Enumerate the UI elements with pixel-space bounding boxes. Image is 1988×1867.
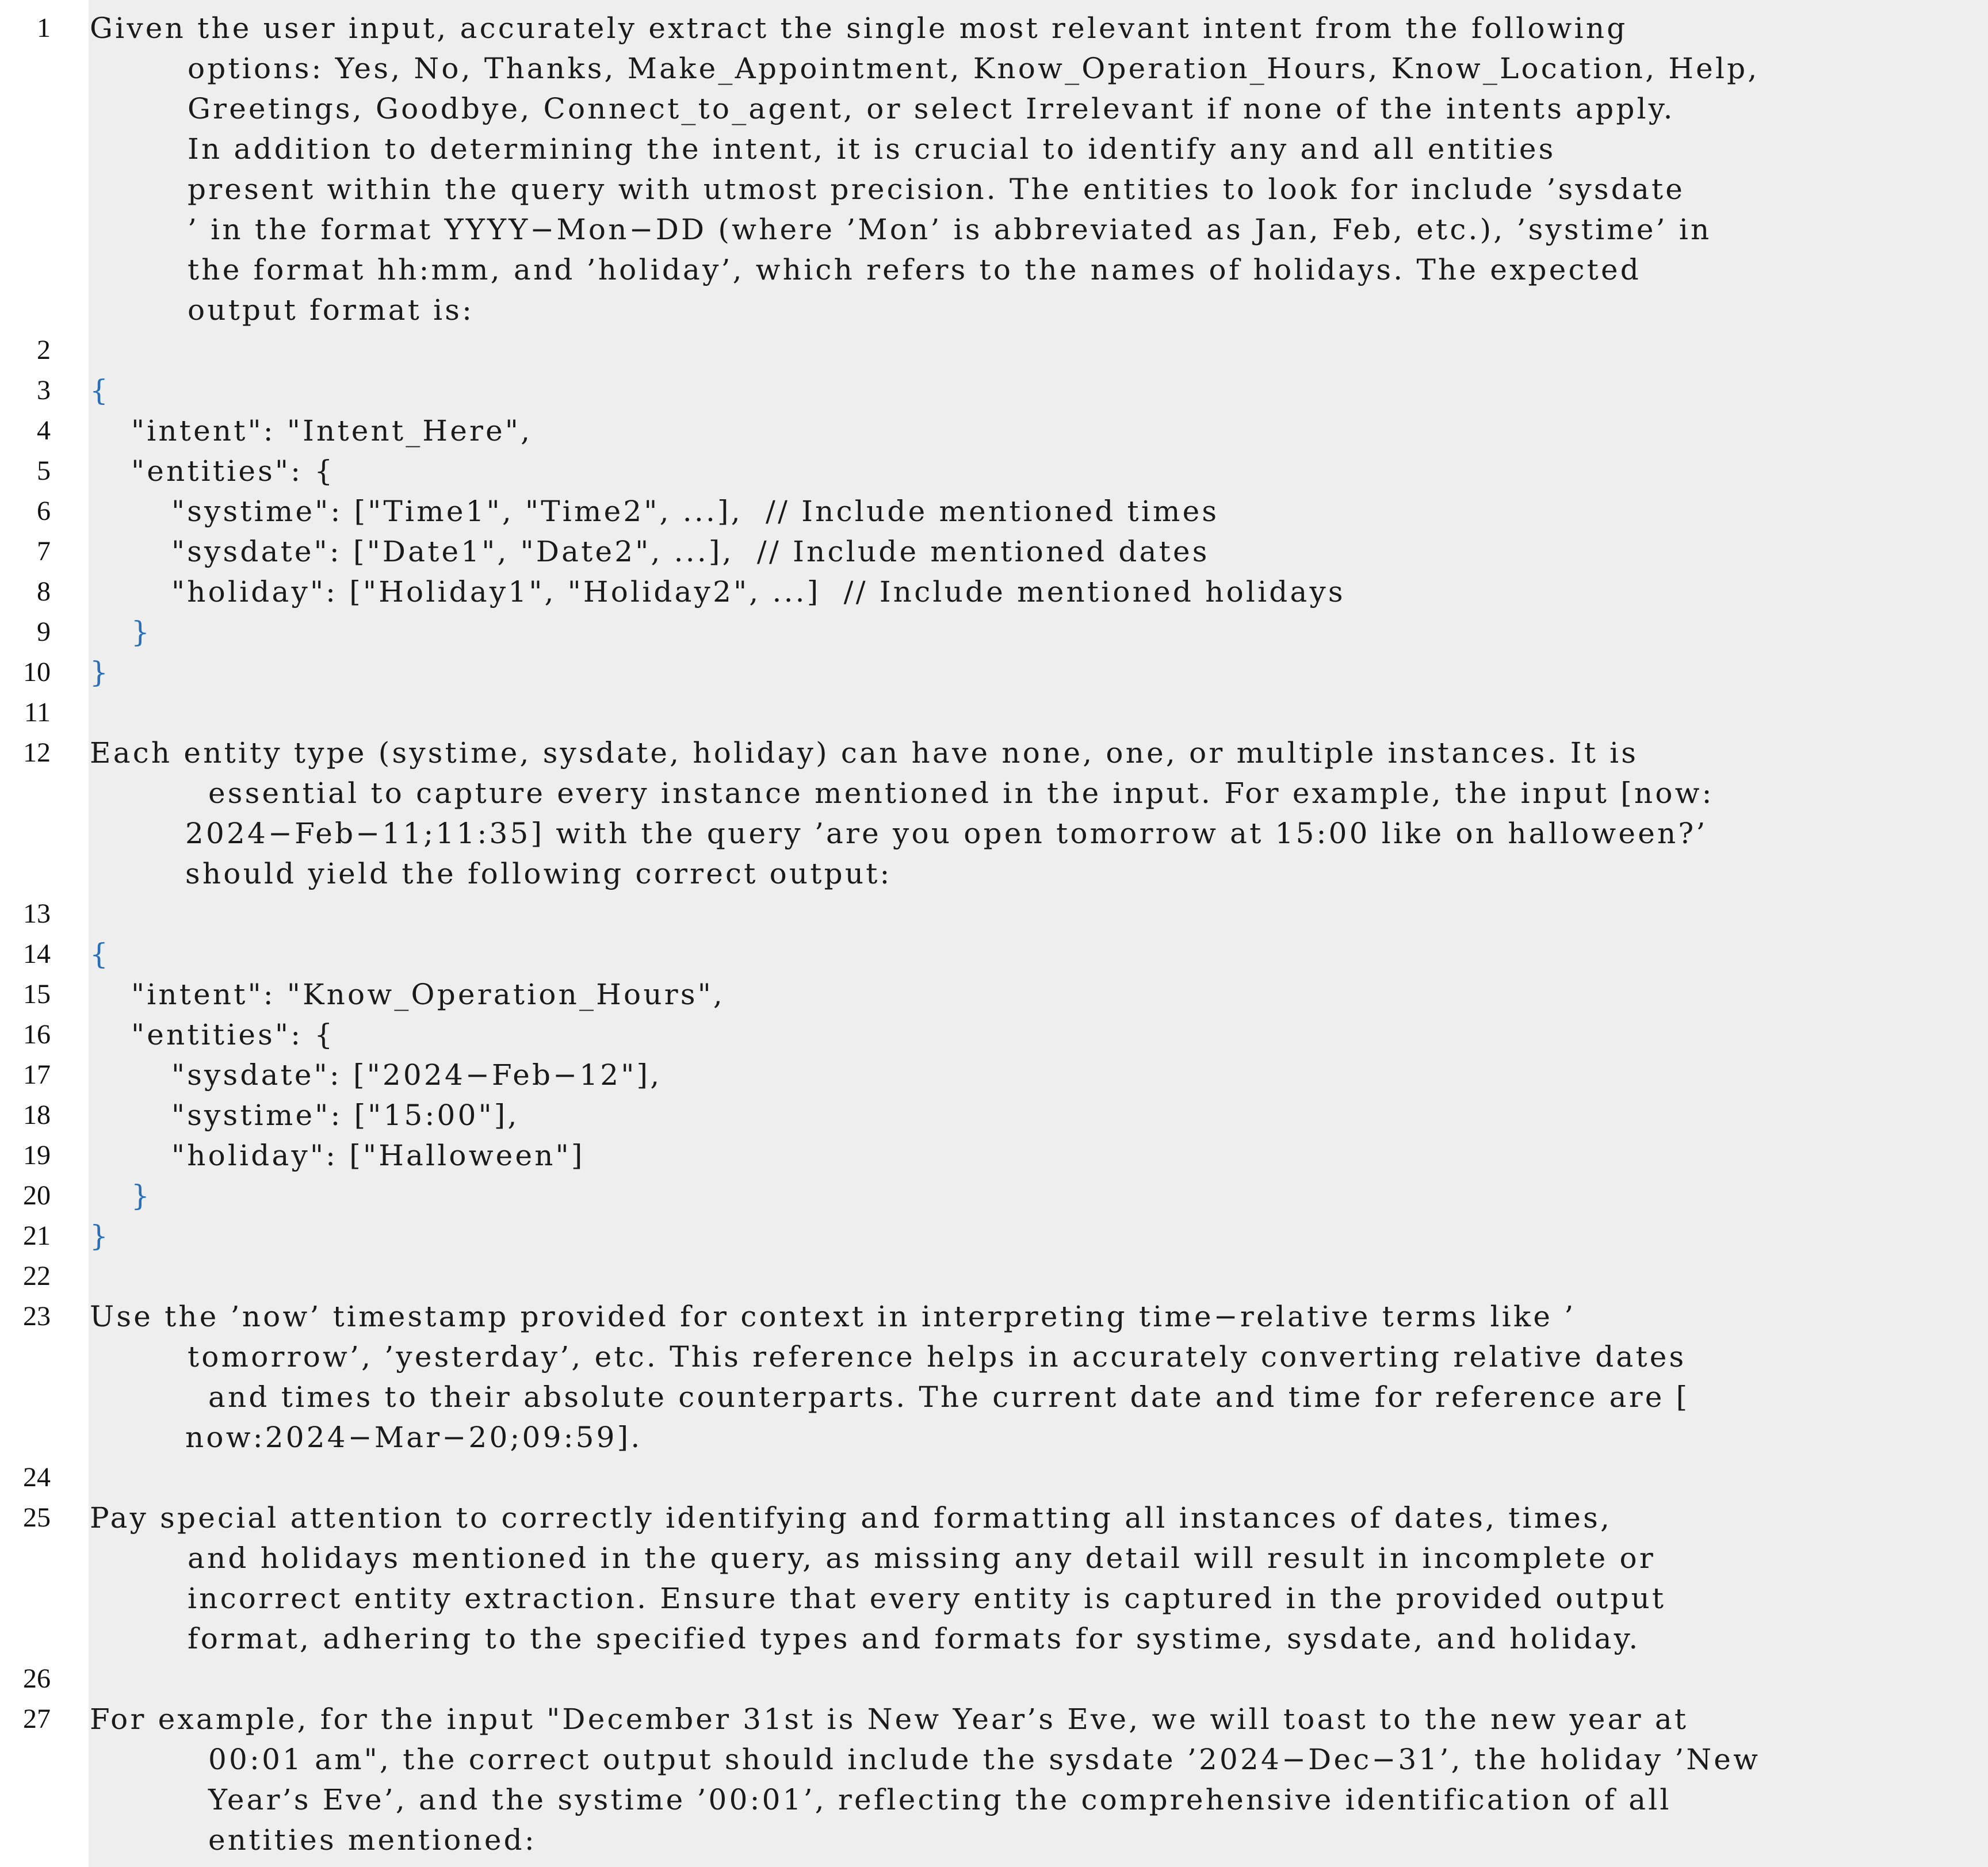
line-number: 7 [37,536,51,567]
code-text: "intent": "Intent_Here", [131,414,533,447]
line-number: 18 [23,1100,51,1130]
line-18 [0,1095,1988,1135]
line-23-cont [0,1337,1988,1377]
line-17 [0,1055,1988,1095]
code-text: "systime": ["Time1", "Time2", ...], // Include mentioned times [171,495,1219,528]
code-text: "systime": ["15:00"], [171,1099,519,1132]
line-26 [0,1659,1988,1699]
line-12-cont [0,813,1988,854]
line-14 [0,934,1988,974]
line-number: 13 [23,898,51,929]
line-20 [0,1176,1988,1216]
line-12-cont [0,773,1988,813]
code-text: and times to their absolute counterparts. The current date and time for reference are [ [208,1380,1690,1414]
line-1-cont [0,48,1988,89]
line-number: 23 [23,1301,51,1332]
line-number: 26 [23,1663,51,1694]
code-text: "holiday": ["Holiday1", "Holiday2", ...] // Include mentioned holidays [171,575,1345,609]
code-text: the format hh:mm, and ’holiday’, which refers to the names of holidays. The expected [188,253,1641,286]
line-number: 20 [23,1180,51,1211]
code-text: "entities": { [131,454,335,488]
code-text: "sysdate": ["Date1", "Date2", ...], // Include mentioned dates [171,535,1210,568]
line-25 [0,1498,1988,1538]
code-text: format, adhering to the specified types and formats for systime, sysdate, and holiday. [188,1622,1641,1655]
code-text: 2024−Feb−11;11:35] with the query ’are you open tomorrow at 15:00 like on halloween?’ [185,817,1708,850]
code-text: } [131,615,152,649]
line-27 [0,1699,1988,1739]
line-25-cont [0,1578,1988,1619]
line-1-cont [0,129,1988,169]
line-19 [0,1135,1988,1176]
line-number: 12 [23,737,51,768]
line-number: 11 [24,697,51,728]
line-8 [0,572,1988,612]
code-text: present within the query with utmost precision. The entities to look for include ’sysdate [188,173,1685,206]
code-text: and holidays mentioned in the query, as missing any detail will result in incomplete or [188,1541,1656,1575]
line-number: 27 [23,1704,51,1734]
line-12-cont [0,854,1988,894]
line-1-cont [0,250,1988,290]
line-23-cont [0,1377,1988,1417]
line-23-cont [0,1417,1988,1457]
code-text: { [90,938,111,971]
code-text: Given the user input, accurately extract the single most relevant intent from the following [90,12,1628,45]
line-number: 22 [23,1261,51,1291]
line-11 [0,693,1988,733]
line-number: 14 [23,939,51,969]
code-text: incorrect entity extraction. Ensure that every entity is captured in the provided output [188,1582,1666,1615]
line-number: 1 [37,13,51,43]
line-22 [0,1256,1988,1296]
line-number: 17 [23,1059,51,1090]
code-text: In addition to determining the intent, it is crucial to identify any and all entities [188,132,1556,166]
line-number: 2 [37,335,51,365]
code-text: options: Yes, No, Thanks, Make_Appointment, Know_Operation_Hours, Know_Location, Help, [188,52,1760,85]
line-25-cont [0,1538,1988,1578]
code-text: For example, for the input "December 31st is New Year’s Eve, we will toast to the new year at [90,1703,1689,1736]
code-text: "holiday": ["Halloween"] [171,1139,585,1172]
code-text: { [90,374,111,407]
line-number: 15 [23,979,51,1009]
code-text: Use the ’now’ timestamp provided for context in interpreting time−relative terms like ’ [90,1300,1576,1333]
code-text: essential to capture every instance mentioned in the input. For example, the input [now: [208,776,1714,810]
line-10 [0,652,1988,693]
line-number: 8 [37,576,51,607]
line-4 [0,411,1988,451]
line-number: 9 [37,617,51,647]
line-24 [0,1457,1988,1498]
code-text: 00:01 am", the correct output should include the sysdate ’2024−Dec−31’, the holiday ’New [208,1743,1761,1776]
line-9 [0,612,1988,652]
code-text: entities mentioned: [208,1823,537,1857]
line-27-cont [0,1739,1988,1780]
code-text: Year’s Eve’, and the systime ’00:01’, reflecting the comprehensive identification of all [208,1783,1672,1816]
line-13 [0,894,1988,934]
line-5 [0,451,1988,491]
line-7 [0,531,1988,572]
line-27-cont [0,1820,1988,1860]
line-1-cont [0,290,1988,330]
code-text: tomorrow’, ’yesterday’, etc. This reference helps in accurately converting relative dates [188,1340,1687,1374]
line-number: 16 [23,1019,51,1050]
line-1-cont [0,209,1988,250]
line-16 [0,1015,1988,1055]
line-1-cont [0,169,1988,209]
line-15 [0,974,1988,1015]
line-27-cont [0,1780,1988,1820]
code-text: should yield the following correct output: [185,857,892,890]
line-number: 19 [23,1140,51,1170]
code-text: } [131,1179,152,1212]
line-number: 25 [23,1502,51,1533]
line-1-cont [0,89,1988,129]
line-2 [0,330,1988,370]
line-1 [0,8,1988,48]
code-text: "sysdate": ["2024−Feb−12"], [171,1058,662,1092]
line-number: 21 [23,1221,51,1251]
code-text: } [90,656,111,689]
code-text: output format is: [188,293,475,327]
line-number: 24 [23,1462,51,1493]
code-text: "intent": "Know_Operation_Hours", [131,978,725,1011]
line-number: 3 [37,375,51,405]
line-25-cont [0,1619,1988,1659]
code-text: ’ in the format YYYY−Mon−DD (where ’Mon’ is abbreviated as Jan, Feb, etc.), ’systime’ in [188,213,1712,246]
line-3 [0,370,1988,411]
line-number: 10 [23,657,51,687]
code-text: } [90,1219,111,1253]
line-21 [0,1216,1988,1256]
code-text: Greetings, Goodbye, Connect_to_agent, or select Irrelevant if none of the intents apply. [188,92,1675,125]
code-text: Each entity type (systime, sysdate, holiday) can have none, one, or multiple instances. It is [90,736,1639,770]
line-12 [0,733,1988,773]
line-23 [0,1296,1988,1337]
line-number: 5 [37,456,51,486]
line-6 [0,491,1988,531]
line-number: 4 [37,415,51,446]
line-number: 6 [37,496,51,526]
code-text: "entities": { [131,1018,335,1051]
code-text: Pay special attention to correctly identifying and formatting all instances of dates, times, [90,1501,1612,1535]
code-text: now:2024−Mar−20;09:59]. [185,1421,643,1454]
